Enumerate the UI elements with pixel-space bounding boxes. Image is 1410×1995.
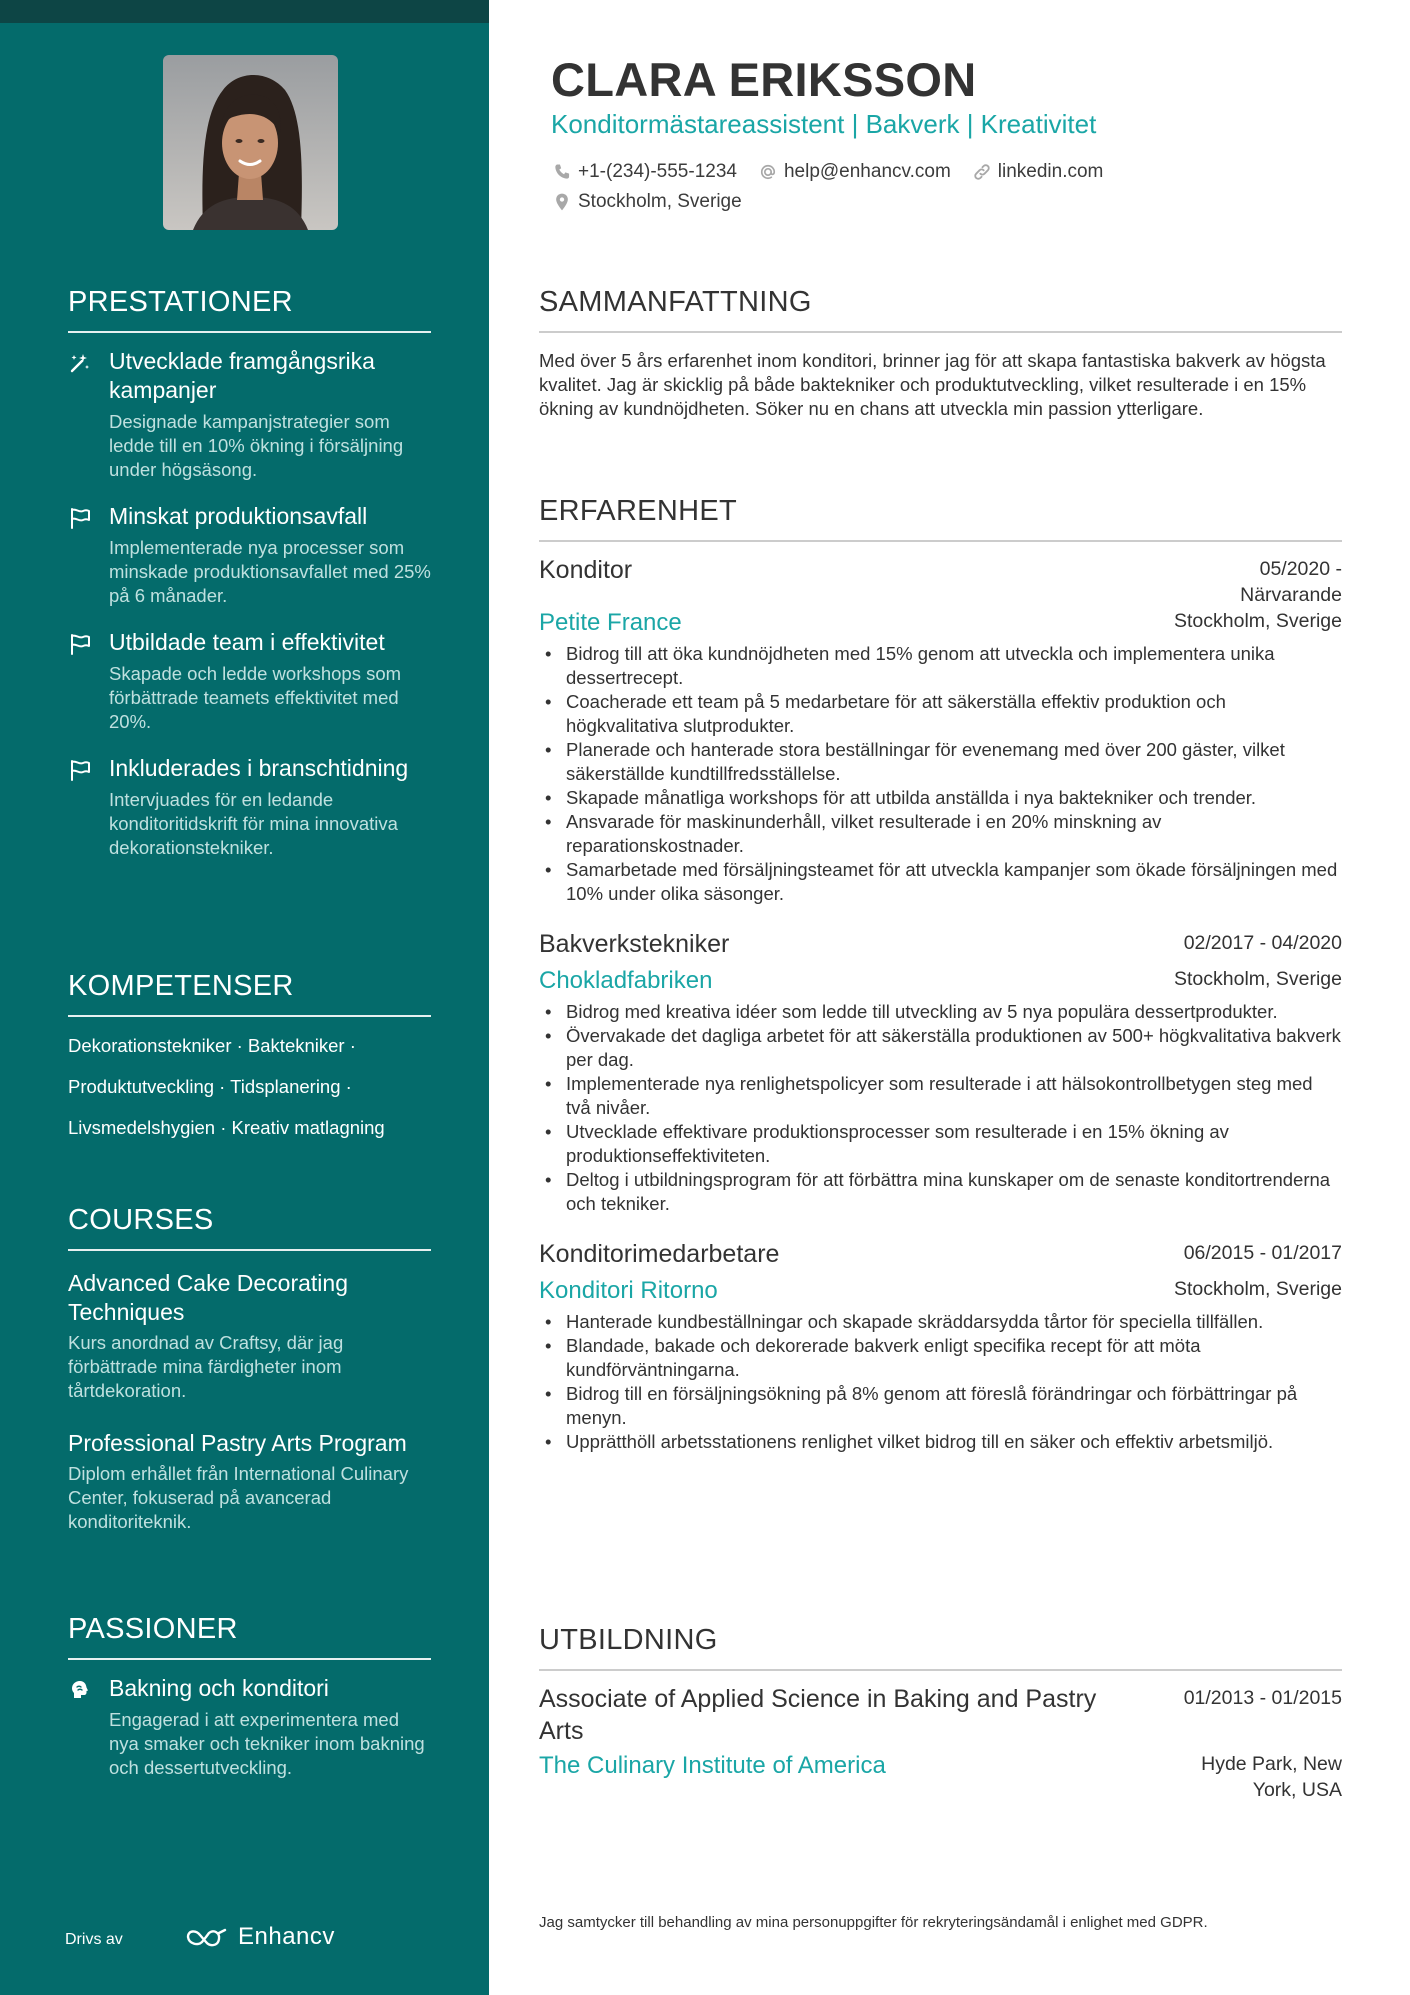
job-bullet: • Skapade månatliga workshops för att utbilda anställda i nya baktekniker och trender. [539, 786, 1342, 810]
link-icon [972, 162, 992, 182]
achievement-title: Utbildade team i effektivitet [109, 629, 385, 655]
contact-linkedin[interactable] [972, 161, 1104, 183]
candidate-name: CLARA ERIKSSON [551, 53, 977, 106]
job-company: Chokladfabriken [539, 967, 713, 994]
powered-by-label: Drivs av [65, 1931, 123, 1948]
education-location-line: Hyde Park, New [1201, 1753, 1342, 1775]
job-location: Stockholm, Sverige [1174, 610, 1342, 632]
job-bullet: • Coacherade ett team på 5 medarbetare för att säkerställa effektiv produktion och högkvalitativa slutprodukter. [539, 690, 1342, 738]
profile-photo [163, 55, 338, 230]
at-icon [758, 162, 778, 182]
passion-description: Engagerad i att experimentera med nya smaker och tekniker inom bakning och dessertutveckling. [109, 1709, 425, 1778]
job-bullet: • Ansvarade för maskinunderhåll, vilket resulterade i en 20% minskning av reparationskostnader. [539, 810, 1342, 858]
gdpr-consent-note: Jag samtycker till behandling av mina personuppgifter för rekryteringsändamål i enlighet med GDPR. [539, 1914, 1208, 1931]
job-dates: 06/2015 - 01/2017 [1183, 1242, 1342, 1264]
contact-location [552, 191, 742, 213]
enhancv-logo-icon [184, 1926, 228, 1948]
achievement-description: Skapade och ledde workshops som förbättrade teamets effektivitet med 20%. [109, 663, 402, 732]
job-location: Stockholm, Sverige [1174, 1278, 1342, 1300]
job-entry [539, 928, 1342, 1216]
achievement-title: Inkluderades i branschtidning [109, 755, 409, 781]
summary-section [539, 286, 1342, 421]
flag-icon [68, 506, 92, 530]
location-pin-icon [552, 192, 572, 212]
contact-phone[interactable] [552, 161, 737, 183]
passions-section [68, 1613, 431, 1780]
achievement-description: Intervjuades för en ledande konditoritidskrift för mina innovativa dekorationstekniker. [109, 789, 398, 858]
experience-section [539, 495, 1342, 1454]
achievement-description: Implementerade nya processer som minskade produktionsavfallet med 25% på 6 månader. [109, 537, 431, 606]
job-bullet: • Implementerade nya renlighetspolicyer som resulterade i att hälsokontrollbetygen steg med två nivåer. [539, 1072, 1342, 1120]
job-bullet: • Övervakade det dagliga arbetet för att säkerställa produktionen av 500+ högkvalitativa bakverk per dag. [539, 1024, 1342, 1072]
job-bullet: • Upprätthöll arbetsstationens renlighet vilket bidrog till en säker och effektiv arbetsmiljö. [539, 1430, 1342, 1454]
flag-icon [68, 632, 92, 656]
experience-heading: ERFARENHET [539, 495, 1342, 542]
course-title: Advanced Cake Decorating Techniques [68, 1270, 348, 1325]
job-entry [539, 1238, 1342, 1454]
job-bullet: • Blandade, bakade och dekorerade bakverk enligt specifika recept för att möta kundförväntningarna. [539, 1334, 1342, 1382]
job-bullet: • Bidrog med kreativa idéer som ledde till utveckling av 5 nya populära dessertprodukter. [539, 1000, 1342, 1024]
course-description: Kurs anordnad av Craftsy, där jag förbättrade mina färdigheter inom tårtdekoration. [68, 1332, 344, 1401]
passion-item [68, 1674, 431, 1780]
enhancv-logo[interactable] [184, 1923, 335, 1951]
contact-row [552, 161, 1124, 183]
skills-heading: KOMPETENSER [68, 970, 431, 1017]
achievement-title: Utvecklade framgångsrika kampanjer [109, 348, 375, 403]
enhancv-brand-text: Enhancv [238, 1923, 335, 1950]
brain-icon [68, 1678, 92, 1702]
course-description: Diplom erhållet från International Culinary Center, fokuserad på avancerad konditoriteknik. [68, 1463, 409, 1532]
sidebar-top-bar [0, 0, 489, 23]
achievement-title: Minskat produktionsavfall [109, 503, 368, 529]
education-dates: 01/2013 - 01/2015 [1183, 1687, 1342, 1709]
linkedin-text: linkedin.com [997, 161, 1104, 182]
job-bullet: • Bidrog till en försäljningsökning på 8% genom att föreslå förändringar och förbättringar på menyn. [539, 1382, 1342, 1430]
wand-icon [68, 351, 92, 375]
education-school: The Culinary Institute of America [539, 1752, 886, 1779]
skills-line: Produktutveckling · Tidsplanering · [68, 1076, 352, 1097]
course-item [68, 1429, 431, 1534]
education-section [539, 1624, 1342, 1803]
phone-text: +1-(234)-555-1234 [578, 161, 737, 182]
passions-heading: PASSIONER [68, 1613, 431, 1660]
achievement-description: Designade kampanjstrategier som ledde till en 10% ökning i försäljning under högsäsong. [109, 411, 404, 480]
achievement-item [68, 628, 431, 734]
passion-title: Bakning och konditori [109, 1675, 329, 1701]
contact-email[interactable] [758, 161, 951, 183]
contact-row-location [552, 191, 763, 213]
job-dates-line: 05/2020 - [1259, 558, 1342, 580]
achievement-item [68, 502, 431, 608]
sidebar [0, 0, 489, 1995]
job-role: Konditorimedarbetare [539, 1240, 780, 1268]
education-degree: Associate of Applied Science in Baking and Pastry Arts [539, 1685, 1097, 1745]
skills-line: Livsmedelshygien · Kreativ matlagning [68, 1117, 385, 1138]
job-dates [1240, 554, 1342, 608]
achievements-heading: PRESTATIONER [68, 286, 431, 333]
job-bullet: • Utvecklade effektivare produktionsprocesser som resulterade i en 15% ökning av produktionseffektiviteten. [539, 1120, 1342, 1168]
job-role: Konditor [539, 556, 633, 584]
achievement-item [68, 754, 431, 860]
education-heading: UTBILDNING [539, 1624, 1342, 1671]
achievements-section [68, 286, 431, 860]
job-location: Stockholm, Sverige [1174, 968, 1342, 990]
job-bullets [539, 1310, 1342, 1454]
job-bullet: • Deltog i utbildningsprogram för att förbättra mina kunskaper om de senaste konditortrenderna och tekniker. [539, 1168, 1342, 1216]
job-bullets [539, 1000, 1342, 1216]
job-role: Bakverkstekniker [539, 930, 730, 958]
job-bullet: • Samarbetade med försäljningsteamet för att utveckla kampanjer som ökade försäljningen med 10% under olika säsonger. [539, 858, 1342, 906]
education-location [1201, 1751, 1342, 1803]
courses-heading: COURSES [68, 1204, 431, 1251]
summary-heading: SAMMANFATTNING [539, 286, 1342, 333]
email-text: help@enhancv.com [783, 161, 951, 182]
skills-list [68, 1025, 431, 1148]
education-location-line: York, USA [1252, 1779, 1342, 1801]
summary-text: Med över 5 års erfarenhet inom konditori, brinner jag för att skapa fantastiska bakverk av högsta kvalitet. Jag är skicklig på både baktekniker och produktutveckling, vilket resulterade i en 15% ökning av kundnöjdheten. Söker nu en chans att utveckla min passion ytterligare. [539, 350, 1326, 419]
location-text: Stockholm, Sverige [578, 191, 742, 212]
job-entry [539, 554, 1342, 906]
skills-line: Dekorationstekniker · Baktekniker · [68, 1035, 356, 1056]
job-dates-line: Närvarande [1240, 584, 1342, 606]
education-entry [539, 1683, 1342, 1803]
candidate-tagline: Konditormästareassistent | Bakverk | Kreativitet [551, 109, 1097, 139]
flag-icon [68, 758, 92, 782]
job-bullet: • Hanterade kundbeställningar och skapade skräddarsydda tårtor för speciella tillfällen. [539, 1310, 1342, 1334]
course-item [68, 1269, 431, 1403]
job-company: Konditori Ritorno [539, 1277, 718, 1304]
job-bullet: • Bidrog till att öka kundnöjdheten med 15% genom att utveckla och implementera unika dessertrecept. [539, 642, 1342, 690]
job-bullet: • Planerade och hanterade stora beställningar för evenemang med över 200 gäster, vilket säkerställde kundtillfredsställelse. [539, 738, 1342, 786]
courses-section [68, 1204, 431, 1534]
course-title: Professional Pastry Arts Program [68, 1430, 407, 1456]
skills-section [68, 970, 431, 1148]
job-bullets [539, 642, 1342, 906]
achievement-item [68, 347, 431, 482]
job-company: Petite France [539, 609, 682, 636]
job-dates: 02/2017 - 04/2020 [1183, 932, 1342, 954]
phone-icon [552, 162, 572, 182]
